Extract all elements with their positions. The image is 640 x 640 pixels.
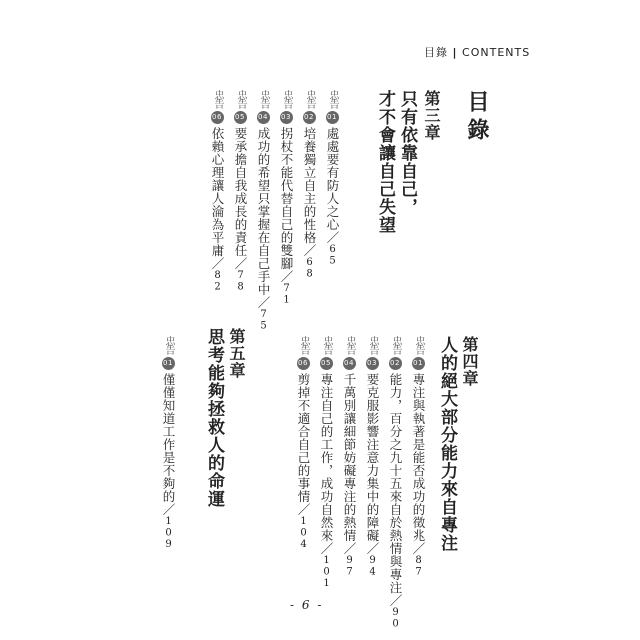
toc-entry[interactable]: 忠告03要克服影響注意力集中的障礙／94 — [365, 336, 380, 578]
toc-entry[interactable]: 忠告01僅僅知道工作是不夠的／109 — [161, 336, 176, 551]
entry-text: 專注自己的工作，成功自然來 — [319, 373, 334, 542]
toc-entry[interactable]: 忠告03拐杖不能代替自己的雙腳／71 — [279, 90, 294, 306]
entry-number: 05 — [320, 357, 333, 370]
chapter-4-title-line-1: 人的絕大部分能力來自專注 — [437, 336, 457, 552]
entry-number: 02 — [389, 357, 402, 370]
toc-entry[interactable]: 忠告04千萬別讓細節妨礙專注的熱情／97 — [342, 336, 357, 578]
entry-text: 要克服影響注意力集中的障礙 — [365, 373, 380, 542]
toc-entry[interactable]: 忠告01專注與執著是能否成功的徵兆／87 — [411, 336, 426, 578]
entry-number: 01 — [326, 111, 339, 124]
header-title-cn: 目錄 — [424, 46, 448, 59]
toc-entry[interactable]: 忠告06依賴心理讓人淪為平庸／82 — [210, 90, 225, 293]
entry-page: 87 — [413, 555, 424, 578]
entry-number: 01 — [412, 357, 425, 370]
toc-title: 目錄 — [464, 90, 490, 146]
page-number: - 6 - — [290, 598, 324, 612]
entry-number: 04 — [257, 111, 270, 124]
entry-text: 能力，百分之九十五來自於熱情與專注 — [388, 373, 403, 594]
entry-label: 忠告 — [163, 336, 174, 354]
chapter-3-title — [374, 90, 418, 290]
toc-entry[interactable]: 忠告04成功的希望只掌握在自己手中／75 — [256, 90, 271, 332]
chapter-4-title — [436, 336, 458, 552]
chapter-3-label: 第三章 — [422, 90, 441, 141]
entry-number: 01 — [162, 357, 175, 370]
entry-label: 忠告 — [281, 90, 292, 108]
entry-label: 忠告 — [390, 336, 401, 354]
entry-page: 104 — [298, 516, 309, 551]
entry-page: 97 — [344, 555, 355, 578]
entry-label: 忠告 — [413, 336, 424, 354]
entry-page: 90 — [390, 607, 401, 630]
running-header — [424, 44, 530, 60]
chapter-5-title — [203, 328, 225, 508]
toc-entry[interactable]: 忠告06剪掉不適合自己的事情／104 — [296, 336, 311, 551]
entry-text: 成功的希望只掌握在自己手中 — [256, 127, 271, 296]
entry-text: 處處要有防人之心 — [325, 127, 340, 231]
entry-label: 忠告 — [367, 336, 378, 354]
entry-number: 06 — [211, 111, 224, 124]
toc-entry[interactable]: 忠告01處處要有防人之心／65 — [325, 90, 340, 267]
header-title-en: CONTENTS — [462, 46, 531, 59]
entry-number: 02 — [303, 111, 316, 124]
entry-page: 109 — [163, 516, 174, 551]
entry-number: 04 — [343, 357, 356, 370]
chapter-5-title-line-1: 思考能夠拯救人的命運 — [204, 328, 224, 508]
entry-label: 忠告 — [304, 90, 315, 108]
entry-text: 依賴心理讓人淪為平庸 — [210, 127, 225, 257]
entry-page: 71 — [281, 283, 292, 306]
entry-text: 要承擔自我成長的責任 — [233, 127, 248, 257]
entry-text: 專注與執著是能否成功的徵兆 — [411, 373, 426, 542]
entry-text: 僅僅知道工作是不夠的 — [161, 373, 176, 503]
entry-label: 忠告 — [212, 90, 223, 108]
entry-label: 忠告 — [327, 90, 338, 108]
entry-label: 忠告 — [298, 336, 309, 354]
entry-label: 忠告 — [235, 90, 246, 108]
entry-text: 拐杖不能代替自己的雙腳 — [279, 127, 294, 270]
entry-page: 65 — [327, 244, 338, 267]
toc-entry[interactable]: 忠告02能力，百分之九十五來自於熱情與專注／90 — [388, 336, 403, 630]
header-separator: | — [452, 46, 458, 59]
chapter-5-label: 第五章 — [227, 328, 246, 379]
entry-page: 78 — [235, 270, 246, 293]
chapter-3-title-line-2: 才不會讓自己失望 — [375, 90, 395, 234]
toc-entry[interactable]: 忠告05專注自己的工作，成功自然來／101 — [319, 336, 334, 590]
chapter-3-title-line-1: 只有依靠自己， — [397, 90, 417, 216]
entry-text: 培養獨立自主的性格 — [302, 127, 317, 244]
entry-text: 千萬別讓細節妨礙專注的熱情 — [342, 373, 357, 542]
entry-number: 03 — [366, 357, 379, 370]
entry-page: 68 — [304, 257, 315, 280]
chapter-4-label: 第四章 — [460, 336, 479, 387]
entry-label: 忠告 — [344, 336, 355, 354]
entry-page: 94 — [367, 555, 378, 578]
entry-number: 05 — [234, 111, 247, 124]
entry-number: 06 — [297, 357, 310, 370]
entry-page: 101 — [321, 555, 332, 590]
entry-text: 剪掉不適合自己的事情 — [296, 373, 311, 503]
entry-page: 75 — [258, 309, 269, 332]
entry-label: 忠告 — [258, 90, 269, 108]
toc-entry[interactable]: 忠告02培養獨立自主的性格／68 — [302, 90, 317, 280]
entry-page: 82 — [212, 270, 223, 293]
entry-label: 忠告 — [321, 336, 332, 354]
entry-number: 03 — [280, 111, 293, 124]
toc-entry[interactable]: 忠告05要承擔自我成長的責任／78 — [233, 90, 248, 293]
